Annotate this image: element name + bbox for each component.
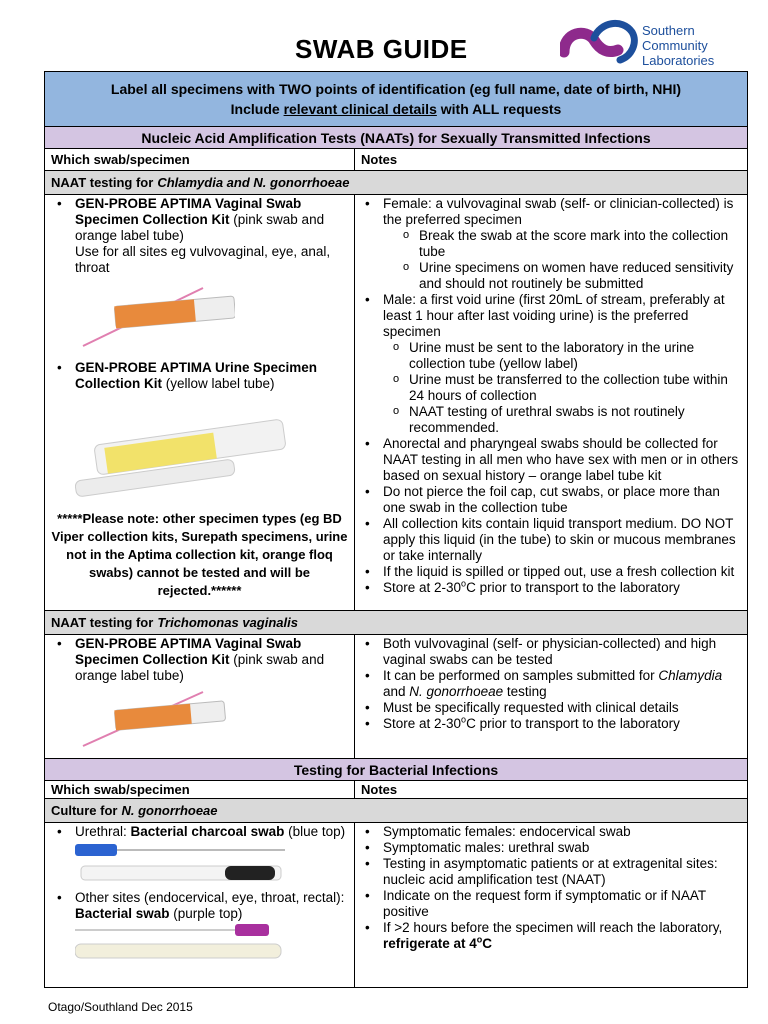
list-item: • Urethral: Bacterial charcoal swab (blue top) <box>75 824 348 840</box>
list-item: • GEN-PROBE APTIMA Vaginal Swab Specimen Collection Kit (pink swab and orange label tube) Use for all sites eg vulvovaginal, eye, anal, throat <box>75 196 348 276</box>
table-row <box>45 195 747 611</box>
logo-text-line: Southern <box>642 23 695 38</box>
column-header-specimen: Which swab/specimen <box>45 149 355 170</box>
column-headers <box>45 149 747 171</box>
table-row <box>45 823 747 987</box>
page-title: SWAB GUIDE <box>295 34 468 64</box>
list-item: • Must be specifically requested with clinical details <box>383 700 741 716</box>
list-item: • Other sites (endocervical, eye, throat, rectal): Bacterial swab (purple top) <box>75 890 348 922</box>
column-header-specimen: Which swab/specimen <box>45 781 355 798</box>
sub-list-item: o Urine must be transferred to the collection tube within 24 hours of collection <box>409 372 741 404</box>
logo-text-line: Community <box>642 38 708 53</box>
instruction-banner <box>45 72 747 127</box>
specimen-cell <box>45 195 355 610</box>
banner-line: Label all specimens with TWO points of identification (eg full name, date of birth, NHI) <box>110 81 682 97</box>
notes-cell <box>355 823 747 987</box>
section-heading: Nucleic Acid Amplification Tests (NAATs) for Sexually Transmitted Infections <box>45 127 747 149</box>
list-item: • If the liquid is spilled or tipped out, use a fresh collection kit <box>383 564 741 580</box>
swab-guide-table <box>44 71 748 988</box>
list-item: • Store at 2-30$^o$C prior to transport to the laboratory <box>383 716 741 732</box>
column-header-notes: Notes <box>361 782 398 797</box>
list-item: • If >2 hours before the specimen will reach the laboratory, refrigerate at 4$^o$C <box>383 920 741 952</box>
list-item: • Symptomatic males: urethral swab <box>383 840 741 856</box>
specimen-cell <box>45 823 355 987</box>
vaginal-swab-kit-image <box>75 684 348 754</box>
column-headers <box>45 781 747 799</box>
list-item: • Store at 2-30$^o$C prior to transport to the laboratory <box>383 580 741 596</box>
bacterial-swab-image <box>75 922 348 962</box>
column-header-notes: Notes <box>361 152 398 167</box>
notes-cell <box>355 635 747 758</box>
logo <box>560 14 760 70</box>
list-item: • Symptomatic females: endocervical swab <box>383 824 741 840</box>
notes-cell <box>355 195 747 610</box>
sub-list-item: o Urine specimens on women have reduced sensitivity and should not routinely be submitted <box>419 260 741 292</box>
subheading-trichomonas: NAAT testing for Trichomonas vaginalis <box>45 611 747 635</box>
table-row <box>45 635 747 759</box>
list-item: • It can be performed on samples submitted for Chlamydia and N. gonorrhoeae testing <box>383 668 741 700</box>
list-item: • Anorectal and pharyngeal swabs should be collected for NAAT testing in all men who have sex with men or in others based on sexual history – orange label tube kit <box>383 436 741 484</box>
list-item: • All collection kits contain liquid transport medium. DO NOT apply this liquid (in the tube) to skin or mucous membranes or take internally <box>383 516 741 564</box>
sub-list-item: o NAAT testing of urethral swabs is not routinely recommended. <box>409 404 741 436</box>
list-item: • GEN-PROBE APTIMA Vaginal Swab Specimen Collection Kit (pink swab and orange label tube) <box>75 636 348 684</box>
section-heading: Testing for Bacterial Infections <box>45 759 747 781</box>
banner-line: Include relevant clinical details with ALL requests <box>230 101 562 117</box>
footer-text: Otago/Southland Dec 2015 <box>48 1000 193 1014</box>
sub-list-item: o Urine must be sent to the laboratory in the urine collection tube (yellow label) <box>409 340 741 372</box>
specimen-cell <box>45 635 355 758</box>
list-item: • Do not pierce the foil cap, cut swabs, or place more than one swab in the collection tube <box>383 484 741 516</box>
logo-text-line: Laboratories <box>642 53 715 68</box>
list-item: • Male: a first void urine (first 20mL of stream, preferably at least 1 hour after last voiding urine) is the preferred specimen o Urine must be sent to the laboratory in the urine collection tube (yellow label) o Urine must be transferred to the collection tube within 24 hours of collection o NAAT testing of urethral swabs is not routinely recommended. <box>383 292 741 436</box>
list-item: • Female: a vulvovaginal swab (self- or clinician-collected) is the preferred specimen o Break the swab at the score mark into the collection tube o Urine specimens on women have reduced sensitivity and should not routinely be submitted <box>383 196 741 292</box>
charcoal-swab-image <box>75 840 348 890</box>
list-item: • Both vulvovaginal (self- or physician-collected) and high vaginal swabs can be tested <box>383 636 741 668</box>
subheading-culture: Culture for N. gonorrhoeae <box>45 799 747 823</box>
sub-list-item: o Break the swab at the score mark into the collection tube <box>419 228 741 260</box>
list-item: • GEN-PROBE APTIMA Urine Specimen Collection Kit (yellow label tube) <box>75 360 348 392</box>
urine-kit-image <box>75 392 348 510</box>
rejection-warning: *****Please note: other specimen types (eg BD Viper collection kits, Surepath specimens, urine not in the Aptima collection kit, orange floq swabs) cannot be tested and will be rejected.****** <box>51 511 348 598</box>
list-item: • Indicate on the request form if symptomatic or if NAAT positive <box>383 888 741 920</box>
list-item: • Testing in asymptomatic patients or at extragenital sites: nucleic acid amplification test (NAAT) <box>383 856 741 888</box>
vaginal-swab-kit-image <box>75 276 348 360</box>
subheading-chlamydia: NAAT testing for Chlamydia and N. gonorrhoeae <box>45 171 747 195</box>
logo-mark-icon <box>560 14 640 70</box>
